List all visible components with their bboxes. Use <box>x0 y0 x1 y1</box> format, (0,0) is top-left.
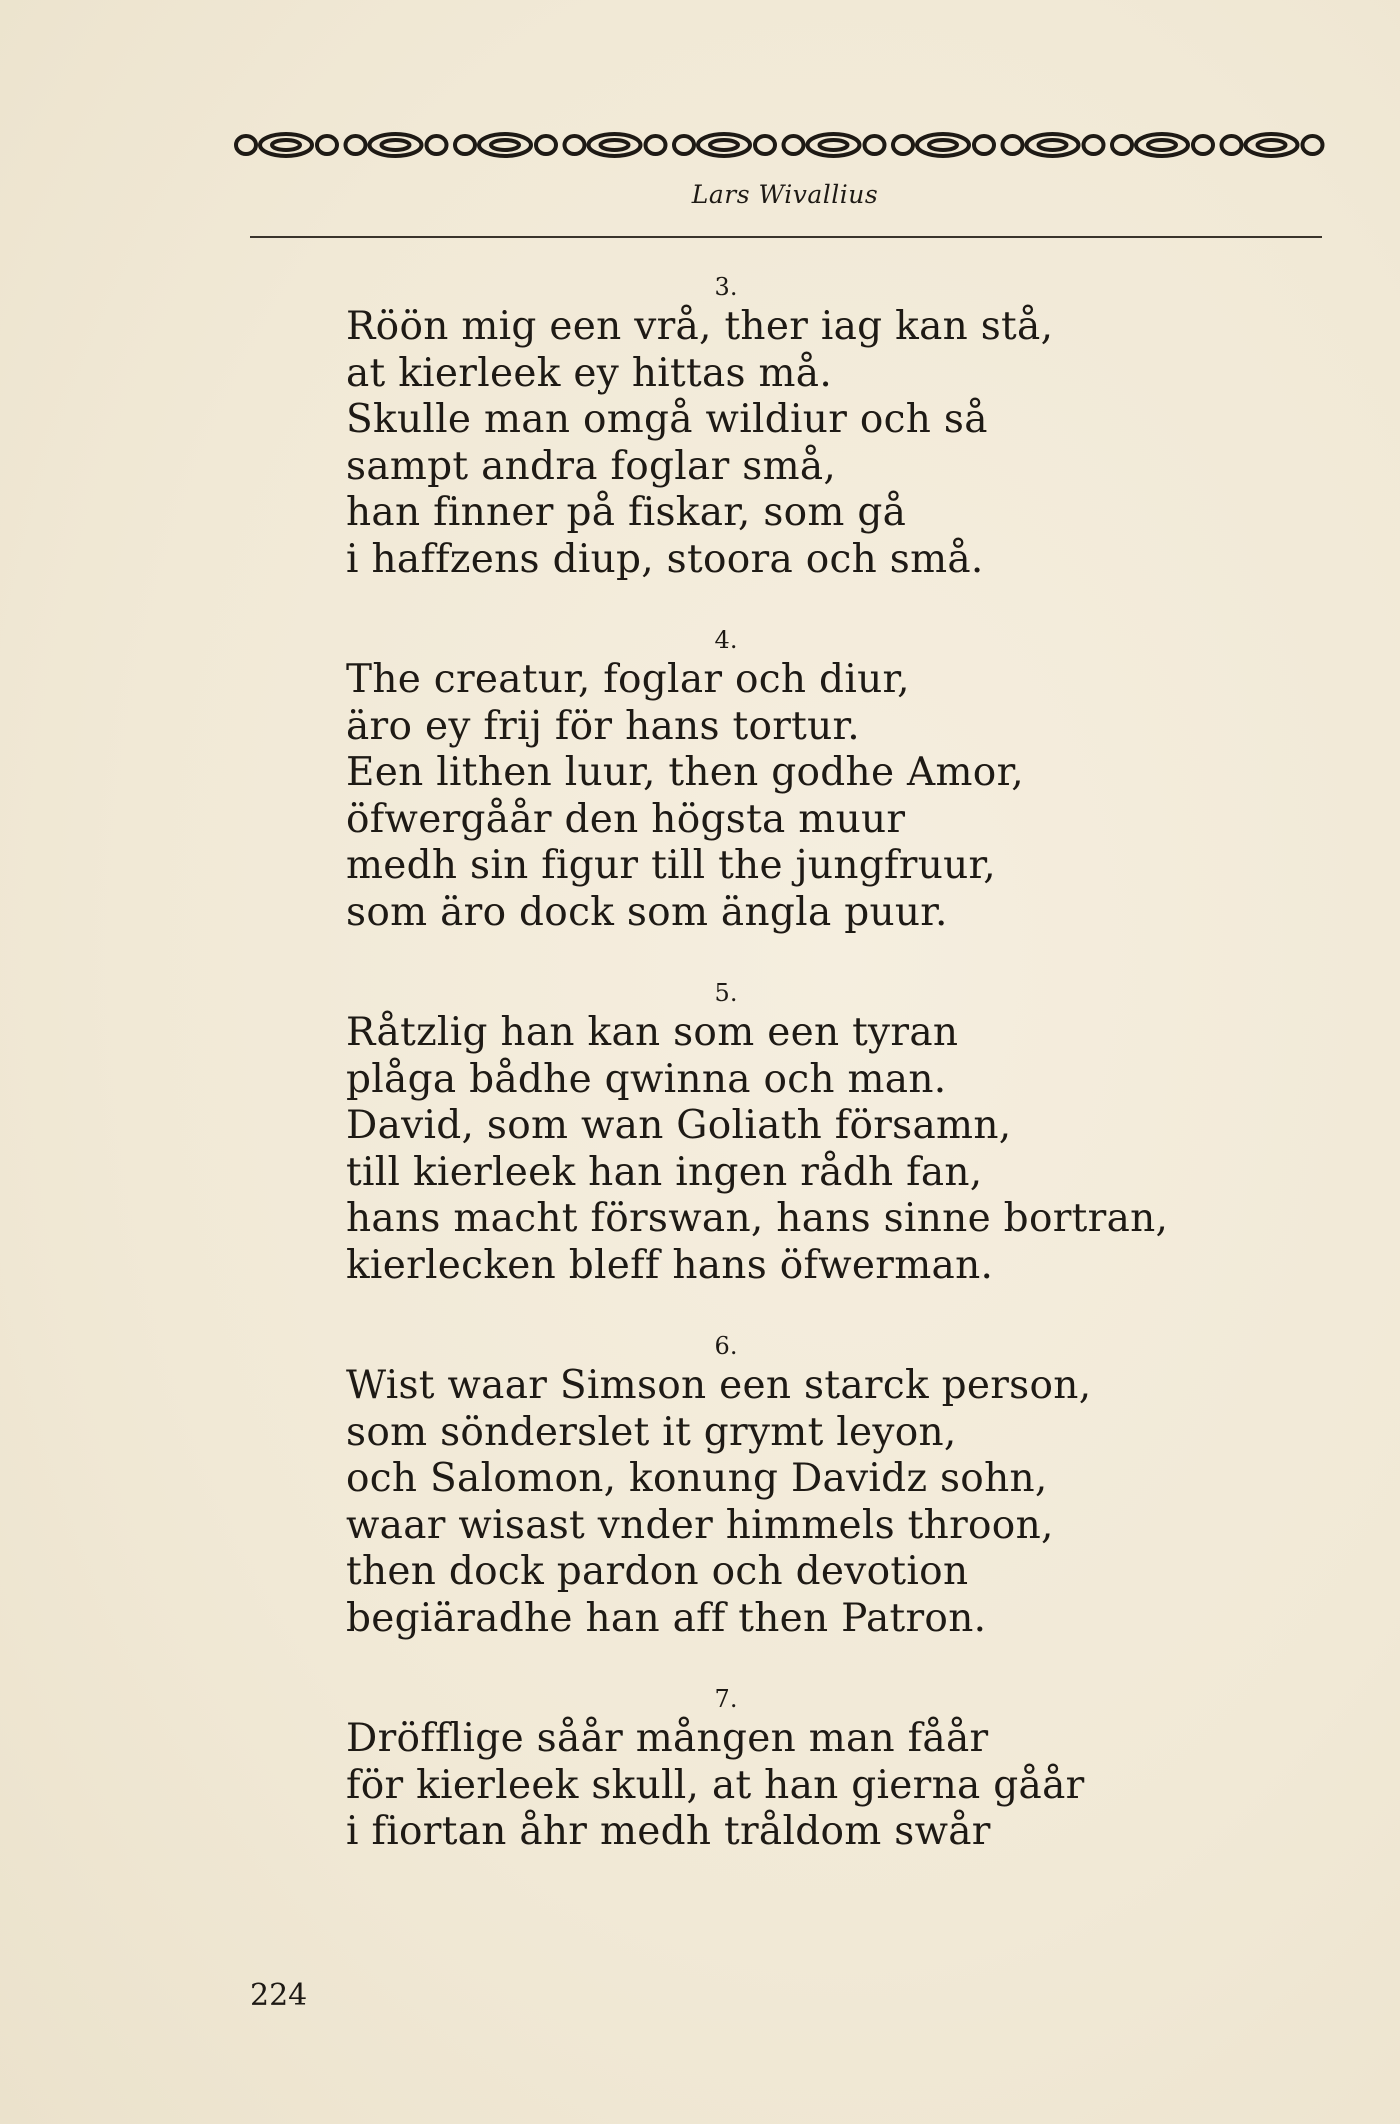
verse-line: Råtzlig han kan som een tyran <box>346 1010 959 1055</box>
verse-line: som sönderslet it grymt leyon, <box>346 1409 957 1455</box>
page-number: 224 <box>250 1978 308 2013</box>
stanza-6 <box>346 1329 1246 1642</box>
verse-line: Wist waar Simson een starck person, <box>346 1363 1092 1408</box>
chain-ornament-icon <box>232 128 1327 162</box>
verse-line: i haffzens diup, stoora och små. <box>346 536 984 582</box>
verse-line: begiäradhe han aff then Patron. <box>346 1595 987 1641</box>
verse-line: kierlecken bleff hans öfwerman. <box>346 1242 994 1288</box>
verse-line: medh sin figur till the jungfruur, <box>346 843 996 888</box>
verse-line: plåga bådhe qwinna och man. <box>346 1056 947 1102</box>
verse-line: The creatur, foglar och diur, <box>346 657 910 702</box>
running-head: Lars Wivallius <box>691 180 879 209</box>
verse-line: äro ey frij för hans tortur. <box>346 703 860 749</box>
verse-line: och Salomon, konung Davidz sohn, <box>346 1456 1048 1501</box>
stanza-number: 5. <box>714 979 738 1007</box>
stanza-number: 3. <box>714 273 738 301</box>
verse-line: hans macht förswan, hans sinne bortran, <box>346 1196 1169 1241</box>
stanza-number: 6. <box>714 1332 738 1360</box>
verse-line: öfwergåår den högsta muur <box>346 796 906 842</box>
verse-line: han finner på fiskar, som gå <box>346 490 907 535</box>
verse-line: Skulle man omgå wildiur och så <box>346 397 988 442</box>
stanza-number: 7. <box>714 1685 738 1713</box>
stanza-7 <box>346 1682 1246 1856</box>
verse-line: i fiortan åhr medh tråldom swår <box>346 1809 991 1854</box>
verse-line: Dröfflige såår mången man fåår <box>346 1716 989 1761</box>
stanza-5 <box>346 976 1246 1289</box>
verse-line: sampt andra foglar små, <box>346 443 837 489</box>
verse-line: för kierleek skull, at han gierna gåår <box>346 1762 1085 1808</box>
verse-line: then dock pardon och devotion <box>346 1549 969 1594</box>
verse-line: at kierleek ey hittas må. <box>346 350 833 396</box>
poem-body <box>346 270 1246 1856</box>
verse-line: till kierleek han ingen rådh fan, <box>346 1149 983 1195</box>
stanza-number: 4. <box>714 626 738 654</box>
verse-line: Röön mig een vrå, ther iag kan stå, <box>346 304 1054 349</box>
verse-line: Een lithen luur, then godhe Amor, <box>346 750 1024 795</box>
verse-line: som äro dock som ängla puur. <box>346 889 948 935</box>
verse-line: David, som wan Goliath församn, <box>346 1103 1012 1148</box>
stanza-3 <box>346 270 1246 583</box>
verse-line: waar wisast vnder himmels throon, <box>346 1502 1054 1548</box>
header-rule <box>250 236 1322 238</box>
stanza-4 <box>346 623 1246 936</box>
